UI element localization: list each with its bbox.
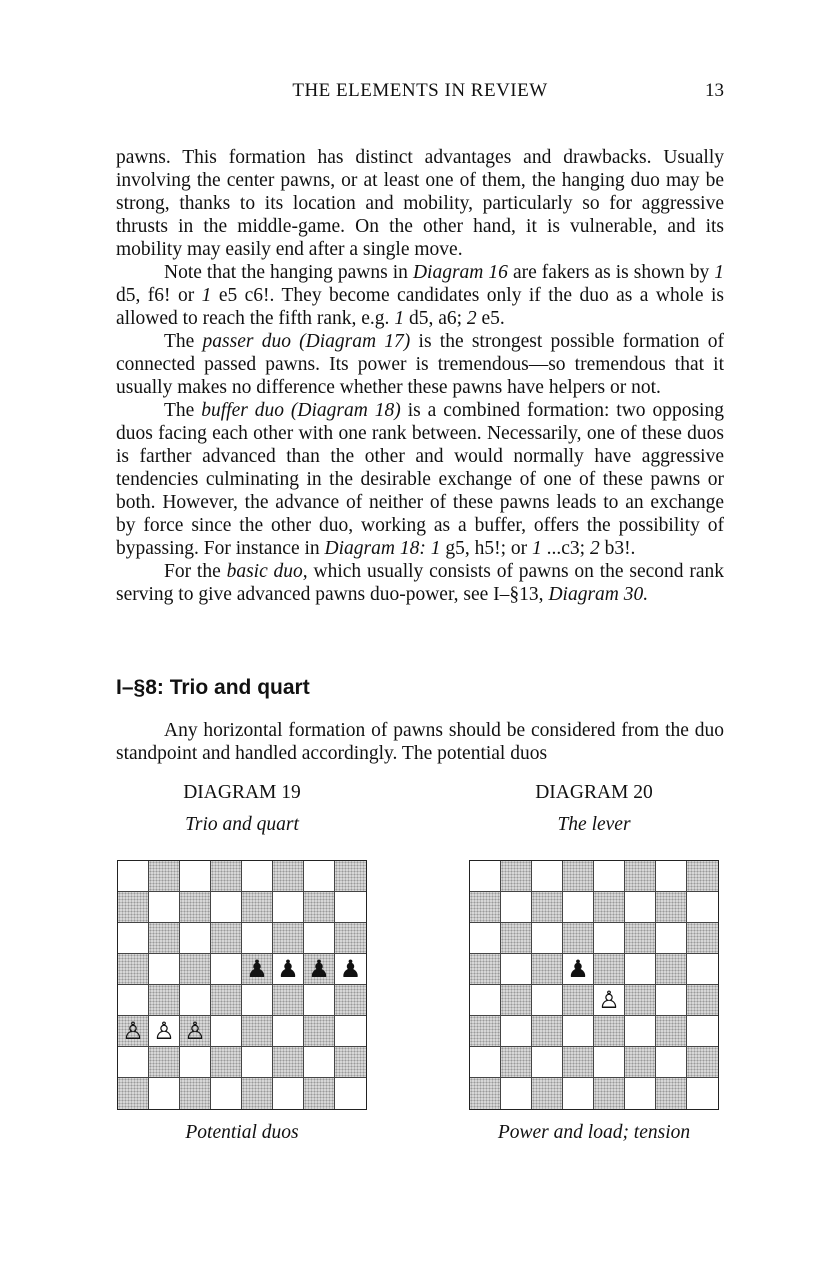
board-square-e5 [242, 954, 273, 985]
text-run: g5, h5!; or [440, 538, 532, 559]
board-square-g6 [304, 923, 335, 954]
board-square-f6 [273, 923, 304, 954]
board-square-b1 [149, 1078, 180, 1109]
pawn-icon: ♟ [567, 955, 589, 983]
board-square-e3 [242, 1016, 273, 1047]
board-square-b7 [501, 892, 532, 923]
board-square-d6 [563, 923, 594, 954]
board-square-b1 [501, 1078, 532, 1109]
board-square-h3 [687, 1016, 718, 1047]
board-square-g2 [304, 1047, 335, 1078]
board-square-a8 [470, 861, 501, 892]
pawn-icon: ♙ [184, 1017, 206, 1045]
board-square-g2 [656, 1047, 687, 1078]
text-run: are fakers as is shown by [507, 262, 715, 283]
board-square-h5 [335, 954, 366, 985]
paragraph-5 [116, 560, 724, 606]
board-square-c2 [180, 1047, 211, 1078]
text-run: b3!. [599, 538, 636, 559]
diagram-20 [464, 782, 724, 1144]
board-square-b5 [501, 954, 532, 985]
board-square-h6 [687, 923, 718, 954]
text-run: e5 c6!. They become candidates only if the duo as a whole is allowed to reach the fifth rank, e.g. [116, 285, 724, 329]
board-square-h4 [335, 985, 366, 1016]
board-square-e6 [242, 923, 273, 954]
term-emphasis: basic duo, [226, 561, 308, 582]
board-square-f5 [625, 954, 656, 985]
board-square-h7 [335, 892, 366, 923]
paragraph-2 [116, 261, 724, 330]
chess-board [469, 860, 719, 1110]
board-square-g8 [304, 861, 335, 892]
diagram-subtitle: The lever [557, 814, 631, 835]
board-square-c6 [180, 923, 211, 954]
board-square-c1 [532, 1078, 563, 1109]
board-square-d8 [563, 861, 594, 892]
diagram-caption: Potential duos [185, 1122, 299, 1143]
board-square-e8 [242, 861, 273, 892]
board-square-c3 [532, 1016, 563, 1047]
board-square-c7 [180, 892, 211, 923]
text-run: For the [164, 561, 227, 582]
board-square-a6 [118, 923, 149, 954]
page-number: 13 [705, 80, 724, 101]
board-square-c8 [180, 861, 211, 892]
diagram-reference: Diagram 18: 1 [324, 538, 441, 559]
board-square-a4 [470, 985, 501, 1016]
board-square-d7 [211, 892, 242, 923]
board-square-h6 [335, 923, 366, 954]
board-square-a2 [118, 1047, 149, 1078]
board-square-b3 [149, 1016, 180, 1047]
board-square-b4 [501, 985, 532, 1016]
board-square-h1 [335, 1078, 366, 1109]
board-square-b6 [149, 923, 180, 954]
pawn-icon: ♙ [122, 1017, 144, 1045]
section-heading: I–§8: Trio and quart [116, 676, 310, 699]
board-square-g6 [656, 923, 687, 954]
pawn-icon: ♟ [246, 955, 268, 983]
board-square-e8 [594, 861, 625, 892]
board-square-e1 [242, 1078, 273, 1109]
pawn-icon: ♟ [339, 955, 362, 983]
board-square-d4 [563, 985, 594, 1016]
diagram-caption: Power and load; tension [497, 1122, 691, 1143]
board-square-a8 [118, 861, 149, 892]
term-emphasis: passer duo (Diagram 17) [202, 331, 411, 352]
board-square-c3 [180, 1016, 211, 1047]
text-run: d5, a6; [404, 308, 467, 329]
board-square-f8 [273, 861, 304, 892]
board-square-a5 [118, 954, 149, 985]
paragraph-3 [116, 330, 724, 399]
board-square-b3 [501, 1016, 532, 1047]
board-square-f6 [625, 923, 656, 954]
section-paragraph: Any horizontal formation of pawns should be considered from the duo standpoint and handled accordingly. The potential duos [116, 720, 724, 764]
diagram-reference: Diagram 30. [548, 584, 649, 605]
board-square-c5 [180, 954, 211, 985]
board-square-f1 [625, 1078, 656, 1109]
diagram-reference: Diagram 16 [412, 262, 508, 283]
board-square-h5 [687, 954, 718, 985]
paragraph-1: pawns. This formation has distinct advantages and drawbacks. Usually involving the center pawns, or at least one of them, the hanging duo may be strong, thanks to its location and mobility, particularly so for aggressive thrusts in the middle-game. On the other hand, it is vulnerable, and its mobility may easily end after a single move. [116, 147, 724, 260]
board-square-b7 [149, 892, 180, 923]
board-square-b5 [149, 954, 180, 985]
board-square-d2 [563, 1047, 594, 1078]
board-square-e4 [242, 985, 273, 1016]
pawn-icon: ♙ [153, 1017, 175, 1045]
board-square-h1 [687, 1078, 718, 1109]
diagram-subtitle: Trio and quart [185, 814, 299, 835]
board-square-a4 [118, 985, 149, 1016]
board-square-e6 [594, 923, 625, 954]
board-square-g1 [656, 1078, 687, 1109]
board-square-a5 [470, 954, 501, 985]
board-square-d5 [211, 954, 242, 985]
diagram-19 [112, 782, 372, 1144]
board-square-g1 [304, 1078, 335, 1109]
board-square-g4 [656, 985, 687, 1016]
board-square-b4 [149, 985, 180, 1016]
board-square-a2 [470, 1047, 501, 1078]
move-number: 2 [589, 538, 600, 559]
move-number: 1 [394, 308, 405, 329]
board-square-f3 [625, 1016, 656, 1047]
board-square-f2 [625, 1047, 656, 1078]
diagram-title: DIAGRAM 19 [183, 782, 301, 803]
board-square-e7 [242, 892, 273, 923]
pawn-icon: ♟ [277, 955, 299, 983]
text-run: d5, f6! or [116, 285, 202, 306]
board-square-d3 [211, 1016, 242, 1047]
board-square-d4 [211, 985, 242, 1016]
board-square-d5 [563, 954, 594, 985]
board-square-d2 [211, 1047, 242, 1078]
board-square-g8 [656, 861, 687, 892]
board-square-g5 [656, 954, 687, 985]
board-square-h2 [335, 1047, 366, 1078]
text-run: ...c3; [541, 538, 590, 559]
text-run: e5. [476, 308, 505, 329]
board-square-c4 [180, 985, 211, 1016]
page-header [0, 80, 838, 110]
board-square-e4 [594, 985, 625, 1016]
board-square-h7 [687, 892, 718, 923]
move-number: 2 [466, 308, 477, 329]
board-square-f4 [625, 985, 656, 1016]
board-square-e1 [594, 1078, 625, 1109]
board-square-c6 [532, 923, 563, 954]
board-square-f7 [625, 892, 656, 923]
board-square-f2 [273, 1047, 304, 1078]
text-run: The [164, 331, 203, 352]
running-title: THE ELEMENTS IN REVIEW [292, 80, 548, 101]
board-square-h2 [687, 1047, 718, 1078]
board-square-b2 [149, 1047, 180, 1078]
board-square-c8 [532, 861, 563, 892]
board-square-a3 [470, 1016, 501, 1047]
board-square-e5 [594, 954, 625, 985]
diagram-title: DIAGRAM 20 [535, 782, 653, 803]
board-square-g7 [656, 892, 687, 923]
board-square-f3 [273, 1016, 304, 1047]
board-square-a6 [470, 923, 501, 954]
board-square-a1 [470, 1078, 501, 1109]
move-number: 1 [201, 285, 212, 306]
board-square-d6 [211, 923, 242, 954]
board-square-b8 [149, 861, 180, 892]
board-square-f8 [625, 861, 656, 892]
board-square-b6 [501, 923, 532, 954]
board-square-f1 [273, 1078, 304, 1109]
board-square-h8 [335, 861, 366, 892]
board-square-c4 [532, 985, 563, 1016]
section-text [116, 719, 724, 765]
board-square-g3 [656, 1016, 687, 1047]
board-square-d8 [211, 861, 242, 892]
board-square-g3 [304, 1016, 335, 1047]
board-square-d1 [211, 1078, 242, 1109]
board-square-d3 [563, 1016, 594, 1047]
board-square-b8 [501, 861, 532, 892]
board-square-h8 [687, 861, 718, 892]
board-square-d1 [563, 1078, 594, 1109]
board-square-h4 [687, 985, 718, 1016]
term-emphasis: buffer duo (Diagram 18) [201, 400, 401, 421]
board-square-a1 [118, 1078, 149, 1109]
board-square-a7 [470, 892, 501, 923]
board-square-e7 [594, 892, 625, 923]
board-square-g5 [304, 954, 335, 985]
pawn-icon: ♟ [308, 955, 330, 983]
board-square-a3 [118, 1016, 149, 1047]
board-square-e3 [594, 1016, 625, 1047]
board-square-d7 [563, 892, 594, 923]
board-square-c7 [532, 892, 563, 923]
board-square-a7 [118, 892, 149, 923]
text-run: The [164, 400, 202, 421]
board-square-g4 [304, 985, 335, 1016]
paragraph-4 [116, 399, 724, 560]
text-run: Note that the hanging pawns in [164, 262, 413, 283]
move-number: 1 [714, 262, 724, 283]
board-square-f7 [273, 892, 304, 923]
board-square-f4 [273, 985, 304, 1016]
board-square-c2 [532, 1047, 563, 1078]
board-square-g7 [304, 892, 335, 923]
chess-board [117, 860, 367, 1110]
move-number: 1 [531, 538, 542, 559]
board-square-b2 [501, 1047, 532, 1078]
board-square-e2 [594, 1047, 625, 1078]
pawn-icon: ♙ [598, 986, 620, 1014]
text-run: is the strongest possible formation of connected passed pawns. Its power is tremendous—so tremendous that it usually makes no difference whether these pawns have helpers or not. [116, 331, 724, 398]
board-square-c1 [180, 1078, 211, 1109]
text-run: is a combined formation: two opposing duos facing each other with one rank between. Necessarily, one of these duos is farther advanced than the other and would normally have aggressive tendencies culminating in the desirable exchange of one of these pawns or both. However, the advance of neither of these pawns leads to an exchange by force since the other duo, working as a buffer, offers the possibility of bypassing. For instance in [116, 400, 724, 559]
board-square-e2 [242, 1047, 273, 1078]
board-square-h3 [335, 1016, 366, 1047]
body-text [116, 146, 724, 606]
board-square-f5 [273, 954, 304, 985]
board-square-c5 [532, 954, 563, 985]
text-run: which usually consists of pawns on the second rank serving to give advanced pawns duo-power, see I–§13, [116, 561, 724, 605]
